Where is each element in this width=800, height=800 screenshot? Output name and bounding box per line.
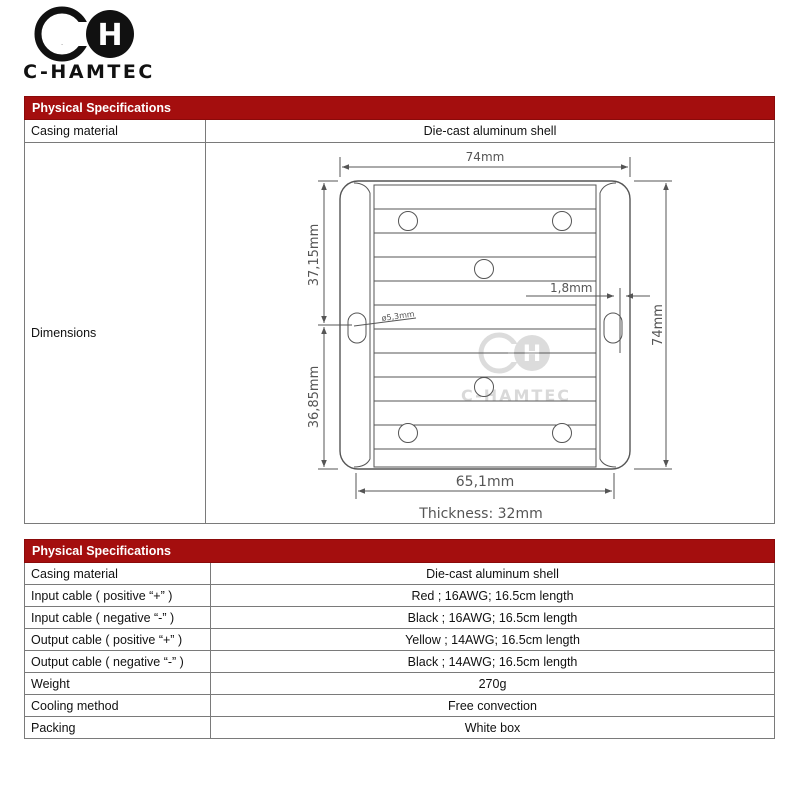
table-row (25, 695, 775, 717)
row-label: Casing material (25, 563, 211, 585)
row-value: Free convection (211, 695, 775, 717)
table-row (25, 143, 775, 524)
row-label: Cooling method (25, 695, 211, 717)
height-lower-label: 36,85mm (307, 365, 322, 429)
brand-logo (6, 4, 166, 84)
row-label: Output cable ( negative “-” ) (25, 651, 211, 673)
width-top-label: 74mm (465, 150, 505, 164)
height-right-label: 74mm (651, 304, 666, 346)
row-value: 270g (211, 673, 775, 695)
row-label: Output cable ( positive “+” ) (25, 629, 211, 651)
table-row (25, 585, 775, 607)
row-value: White box (211, 717, 775, 739)
fin-gap-label: 1,8mm (550, 281, 593, 295)
watermark-mark: CH (499, 361, 501, 362)
table-row (25, 563, 775, 585)
row-label: Dimensions (25, 143, 206, 524)
row-value: Red ; 16AWG; 16.5cm length (211, 585, 775, 607)
row-value: Die-cast aluminum shell (206, 120, 775, 143)
svg-text:H: H (522, 342, 542, 367)
table-header: Physical Specifications (25, 540, 775, 563)
row-value: Yellow ; 14AWG; 16.5cm length (211, 629, 775, 651)
table-row (25, 607, 775, 629)
physical-specs-table-2 (24, 539, 775, 739)
row-label: Packing (25, 717, 211, 739)
table-header-row (25, 540, 775, 563)
logo-mark-icon (34, 6, 138, 62)
height-upper-label: 37,15mm (307, 223, 322, 287)
table-row (25, 651, 775, 673)
row-label: Weight (25, 673, 211, 695)
table-header: Physical Specifications (25, 97, 775, 120)
dimension-drawing-cell (206, 143, 775, 524)
row-label: Input cable ( negative “-” ) (25, 607, 211, 629)
row-value: Black ; 14AWG; 16.5cm length (211, 651, 775, 673)
logo-text: C-HAMTEC (23, 61, 155, 83)
table-row (25, 120, 775, 143)
table-header-row (25, 97, 775, 120)
table-row (25, 717, 775, 739)
physical-specs-table-1 (24, 96, 775, 524)
watermark-icon (461, 335, 571, 405)
row-value: Die-cast aluminum shell (211, 563, 775, 585)
svg-text:H: H (97, 18, 123, 53)
hole-diameter-label: ø5,3mm (381, 309, 416, 323)
row-label: Input cable ( positive “+” ) (25, 585, 211, 607)
logo-mark-letters: CH (61, 45, 63, 46)
row-value: Black ; 16AWG; 16.5cm length (211, 607, 775, 629)
thickness-label: Thickness: 32mm (419, 506, 543, 522)
row-label: Casing material (25, 120, 206, 143)
table-row (25, 673, 775, 695)
table-row (25, 629, 775, 651)
dimension-drawing (206, 143, 774, 523)
watermark-text: C-HAMTEC (460, 386, 572, 405)
width-bottom-label: 65,1mm (455, 474, 515, 490)
